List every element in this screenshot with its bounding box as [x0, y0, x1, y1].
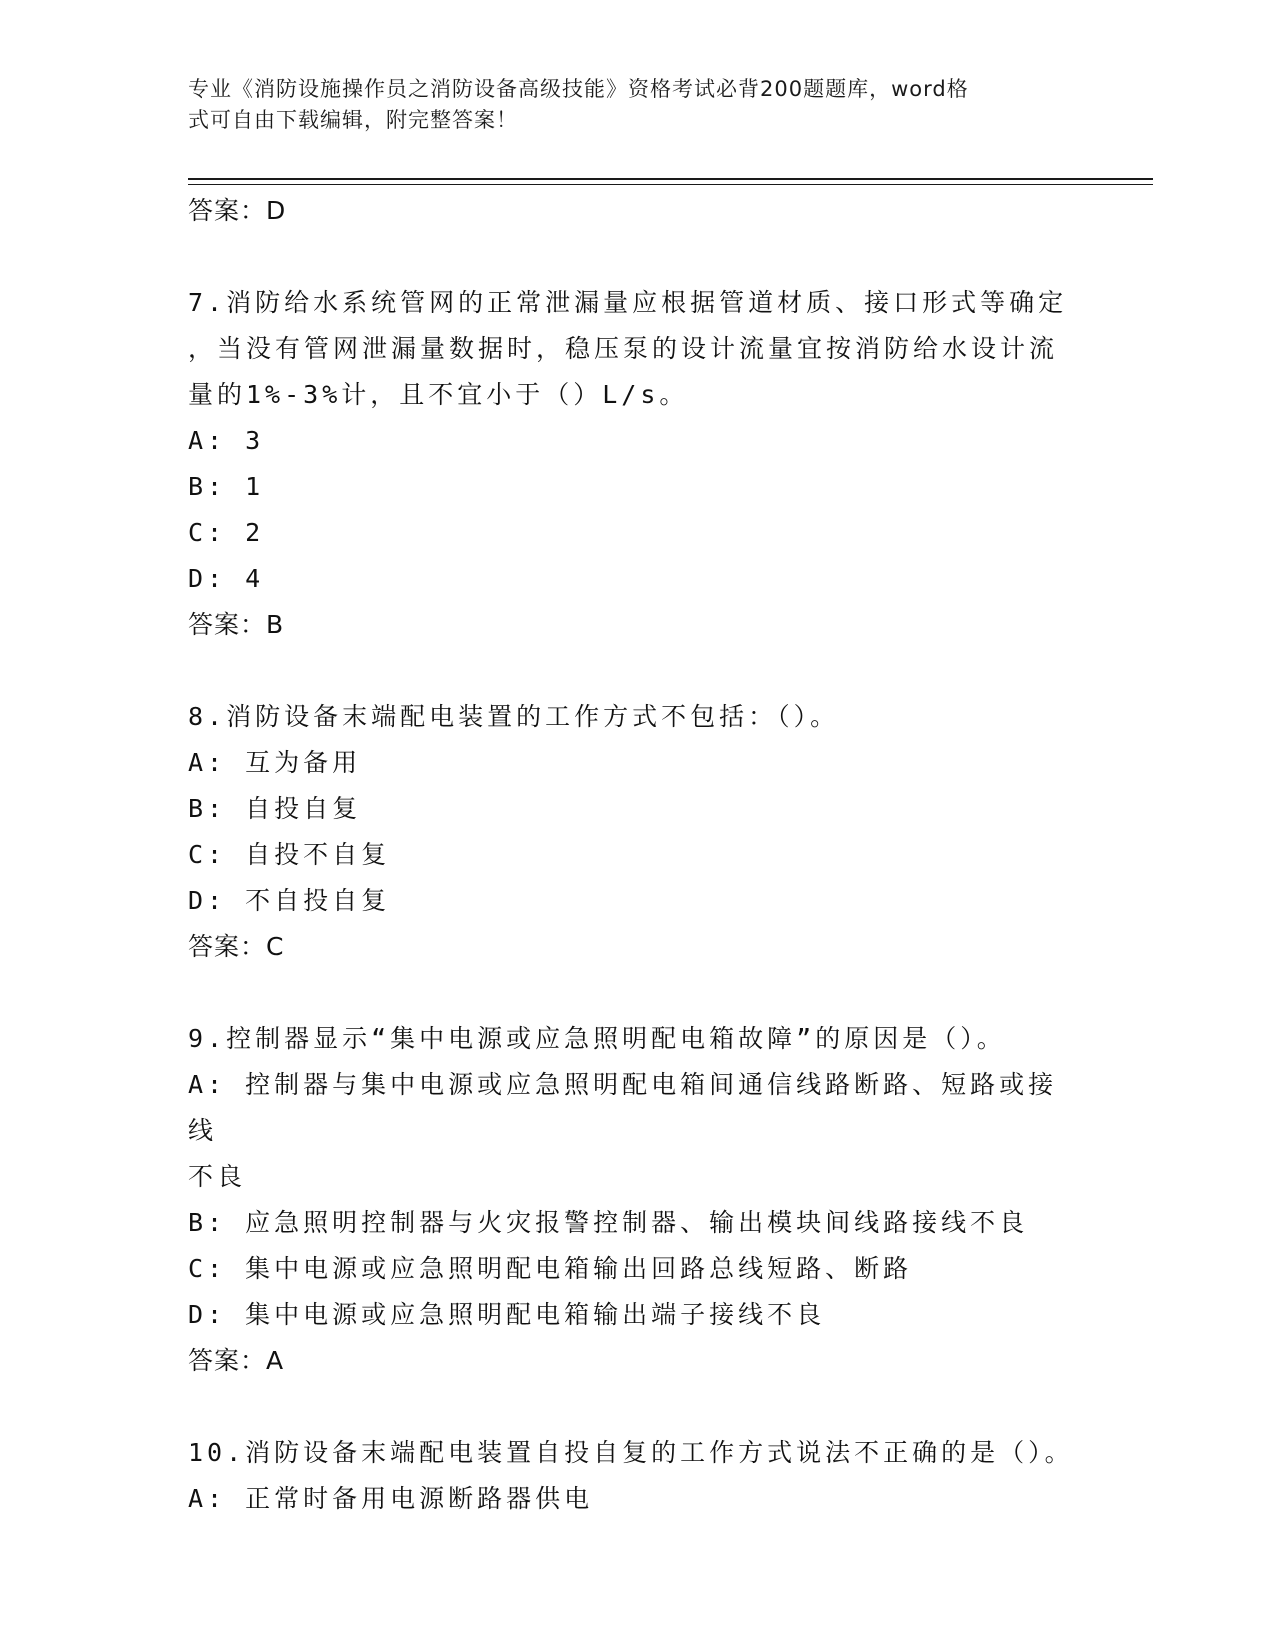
question-block [188, 1430, 1078, 1522]
answer-line: 答案：D [188, 196, 287, 225]
option-b: B: 1 [188, 472, 265, 501]
question-block [188, 1016, 1078, 1430]
option-c: C: 2 [188, 518, 265, 547]
header-line-1: 专业《消防设施操作员之消防设备高级技能》资格考试必背200题题库，word格 [188, 77, 969, 101]
option-a-continued: 不良 [188, 1162, 247, 1191]
question-text-line: 量的1%-3%计，且不宜小于（）L/s。 [188, 380, 689, 409]
question-text-line: ，当没有管网泄漏量数据时，稳压泵的设计流量宜按消防给水设计流 [188, 334, 1059, 363]
option-c: C: 自投不自复 [188, 840, 391, 869]
option-b: B: 应急照明控制器与火灾报警控制器、输出模块间线路接线不良 [188, 1208, 1029, 1237]
answer-line: 答案：C [188, 932, 285, 961]
header-line-2: 式可自由下载编辑，附完整答案！ [188, 108, 518, 132]
spacer [188, 648, 1078, 694]
question-list [188, 188, 1078, 1522]
header-divider-thin [188, 184, 1153, 185]
question-block [188, 694, 1078, 1016]
option-b: B: 自投自复 [188, 794, 362, 823]
answer-line: 答案：B [188, 610, 285, 639]
option-d: D: 4 [188, 564, 265, 593]
header-divider-thick [188, 178, 1153, 180]
answer-line: 答案：A [188, 1346, 285, 1375]
question-block [188, 280, 1078, 694]
spacer [188, 1384, 1078, 1430]
option-a: A: 控制器与集中电源或应急照明配电箱间通信线路断路、短路或接线 [188, 1070, 1058, 1145]
option-a: A: 互为备用 [188, 748, 362, 777]
question-text-line: 8.消防设备末端配电装置的工作方式不包括：（）。 [188, 702, 840, 731]
option-a: A: 正常时备用电源断路器供电 [188, 1484, 594, 1513]
spacer [188, 970, 1078, 1016]
question-text-line: 9.控制器显示“集中电源或应急照明配电箱故障”的原因是（）。 [188, 1024, 1006, 1053]
spacer [188, 234, 1078, 280]
option-c: C: 集中电源或应急照明配电箱输出回路总线短路、断路 [188, 1254, 913, 1283]
option-a: A: 3 [188, 426, 265, 455]
option-d: D: 不自投自复 [188, 886, 391, 915]
question-text-line: 7.消防给水系统管网的正常泄漏量应根据管道材质、接口形式等确定 [188, 288, 1068, 317]
document-header [188, 74, 1068, 136]
option-d: D: 集中电源或应急照明配电箱输出端子接线不良 [188, 1300, 826, 1329]
question-text-line: 10.消防设备末端配电装置自投自复的工作方式说法不正确的是（）。 [188, 1438, 1074, 1467]
